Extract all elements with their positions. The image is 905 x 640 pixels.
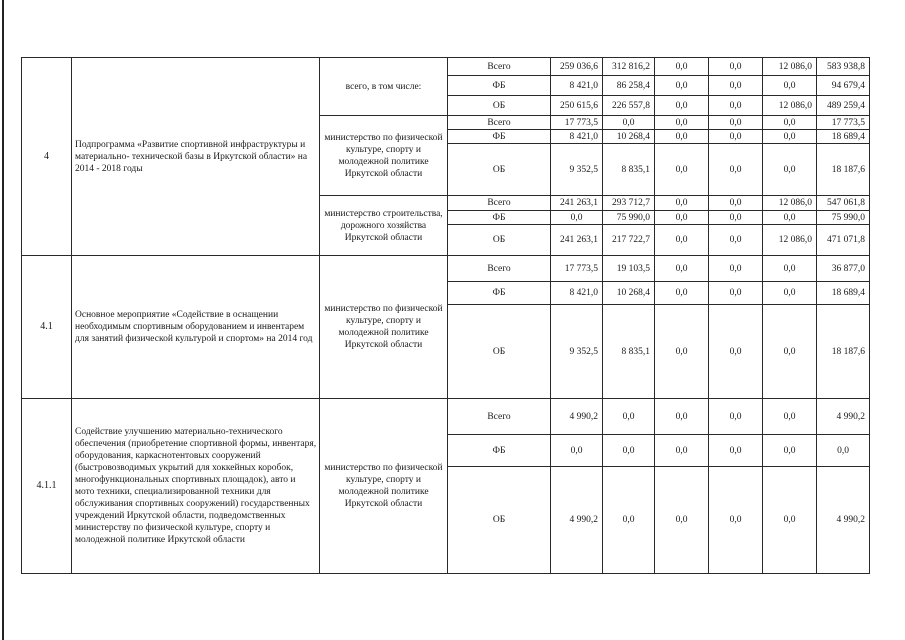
value-cell: 0,0 [709,211,763,225]
value-cell: 0,0 [817,435,870,467]
value-cell: 0,0 [655,435,709,467]
value-cell: 0,0 [655,130,709,144]
value-cell: 312 816,2 [603,58,655,76]
value-cell: 0,0 [655,282,709,305]
value-cell: 0,0 [709,76,763,96]
source-cell: Всего [448,196,551,211]
value-cell: 10 268,4 [603,282,655,305]
value-cell: 0,0 [655,305,709,399]
value-cell: 0,0 [655,196,709,211]
value-cell: 0,0 [655,399,709,435]
value-cell: 0,0 [655,225,709,256]
value-cell: 12 086,0 [763,96,817,116]
value-cell: 36 877,0 [817,256,870,282]
scan-edge-line [2,0,4,640]
value-cell: 0,0 [709,435,763,467]
row-number: 4.1.1 [22,399,72,574]
value-cell: 12 086,0 [763,58,817,76]
value-cell: 0,0 [655,144,709,196]
value-cell: 0,0 [763,399,817,435]
value-cell: 9 352,5 [551,144,603,196]
value-cell: 18 187,6 [817,305,870,399]
value-cell: 12 086,0 [763,196,817,211]
value-cell: 0,0 [709,130,763,144]
value-cell: 0,0 [763,467,817,574]
source-cell: Всего [448,58,551,76]
value-cell: 0,0 [709,399,763,435]
row-number: 4.1 [22,256,72,399]
value-cell: 17 773,5 [551,116,603,130]
row-description: Основное мероприятие «Содействие в оснащении необходимым спортивным оборудованием и инвентарем для занятий физической культурой и спортом» на 2014 год [72,256,320,399]
value-cell: 75 990,0 [603,211,655,225]
value-cell: 4 990,2 [817,467,870,574]
value-cell: 0,0 [709,196,763,211]
value-cell: 8 421,0 [551,282,603,305]
value-cell: 226 557,8 [603,96,655,116]
value-cell: 0,0 [603,435,655,467]
table-row [22,256,870,282]
value-cell: 0,0 [655,467,709,574]
value-cell: 8 835,1 [603,144,655,196]
value-cell: 471 071,8 [817,225,870,256]
value-cell: 0,0 [603,116,655,130]
source-cell: ОБ [448,96,551,116]
value-cell: 4 990,2 [817,399,870,435]
value-cell: 293 712,7 [603,196,655,211]
table-row [22,58,870,76]
executor-cell: министерство по физической культуре, спорту и молодежной политике Иркутской области [320,116,448,196]
value-cell: 0,0 [655,211,709,225]
value-cell: 8 421,0 [551,76,603,96]
value-cell: 17 773,5 [551,256,603,282]
value-cell: 0,0 [551,211,603,225]
value-cell: 0,0 [763,211,817,225]
value-cell: 4 990,2 [551,399,603,435]
value-cell: 0,0 [709,116,763,130]
value-cell: 0,0 [709,58,763,76]
row-number: 4 [22,58,72,256]
row-description: Подпрограмма «Развитие спортивной инфраструктуры и материально- технической базы в Иркутской области» на 2014 - 2018 годы [72,58,320,256]
value-cell: 0,0 [763,282,817,305]
executor-cell: министерство по физической культуре, спорту и молодежной политике Иркутской области [320,399,448,574]
value-cell: 8 421,0 [551,130,603,144]
value-cell: 0,0 [709,256,763,282]
value-cell: 18 689,4 [817,130,870,144]
value-cell: 0,0 [709,467,763,574]
value-cell: 18 187,6 [817,144,870,196]
value-cell: 0,0 [763,305,817,399]
value-cell: 0,0 [763,130,817,144]
source-cell: ФБ [448,211,551,225]
source-cell: Всего [448,256,551,282]
value-cell: 0,0 [709,282,763,305]
row-description: Содействие улучшению материально-технического обеспечения (приобретение спортивной формы, инвентаря, оборудования, каркаснотентовых сооружений (быстровозводимых укрытий для хоккейных коробок, многофункциональных спортивных площадок), авто и мото техники, специализированной техники для обслуживания спортивных сооружений) государственных учреждений Иркутской области, подведомственных министерству по физической культуре, спорту и молодежной политике Иркутской области [72,399,320,574]
source-cell: Всего [448,116,551,130]
value-cell: 0,0 [709,305,763,399]
source-cell: ОБ [448,144,551,196]
value-cell: 250 615,6 [551,96,603,116]
value-cell: 0,0 [655,76,709,96]
value-cell: 94 679,4 [817,76,870,96]
value-cell: 547 061,8 [817,196,870,211]
value-cell: 17 773,5 [817,116,870,130]
value-cell: 489 259,4 [817,96,870,116]
value-cell: 9 352,5 [551,305,603,399]
value-cell: 0,0 [551,435,603,467]
value-cell: 0,0 [603,399,655,435]
value-cell: 19 103,5 [603,256,655,282]
value-cell: 86 258,4 [603,76,655,96]
value-cell: 4 990,2 [551,467,603,574]
source-cell: ФБ [448,130,551,144]
value-cell: 0,0 [603,467,655,574]
value-cell: 241 263,1 [551,196,603,211]
source-cell: ФБ [448,282,551,305]
value-cell: 0,0 [655,256,709,282]
executor-cell: министерство строительства, дорожного хозяйства Иркутской области [320,196,448,256]
value-cell: 0,0 [763,144,817,196]
value-cell: 0,0 [709,225,763,256]
source-cell: ФБ [448,435,551,467]
value-cell: 241 263,1 [551,225,603,256]
source-cell: ОБ [448,467,551,574]
budget-table [21,57,870,574]
value-cell: 0,0 [763,435,817,467]
value-cell: 18 689,4 [817,282,870,305]
source-cell: ФБ [448,76,551,96]
value-cell: 12 086,0 [763,225,817,256]
value-cell: 0,0 [655,116,709,130]
value-cell: 0,0 [763,76,817,96]
value-cell: 0,0 [763,116,817,130]
value-cell: 0,0 [763,256,817,282]
source-cell: ОБ [448,305,551,399]
value-cell: 8 835,1 [603,305,655,399]
table-row [22,399,870,435]
value-cell: 0,0 [655,58,709,76]
value-cell: 10 268,4 [603,130,655,144]
value-cell: 0,0 [709,144,763,196]
value-cell: 583 938,8 [817,58,870,76]
value-cell: 217 722,7 [603,225,655,256]
value-cell: 75 990,0 [817,211,870,225]
value-cell: 259 036,6 [551,58,603,76]
executor-cell: всего, в том числе: [320,58,448,116]
executor-cell: министерство по физической культуре, спорту и молодежной политике Иркутской области [320,256,448,399]
source-cell: Всего [448,399,551,435]
value-cell: 0,0 [709,96,763,116]
value-cell: 0,0 [655,96,709,116]
source-cell: ОБ [448,225,551,256]
